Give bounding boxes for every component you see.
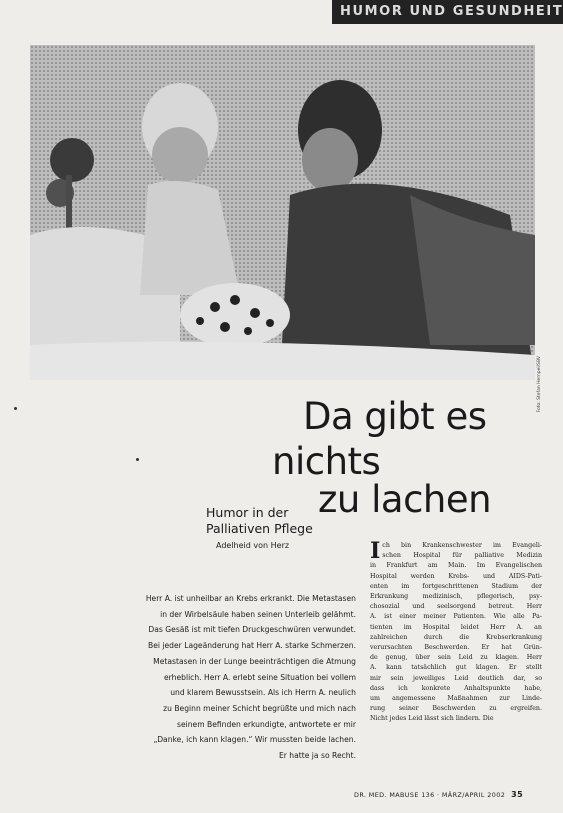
body-line: tienten im Hospital leidet Herr A. an: [370, 623, 542, 631]
lead-line: Herr A. ist unheilbar an Krebs erkrankt. Die Metastasen: [145, 594, 356, 603]
photo-credit: Foto: Stefan Hempel/SBV: [537, 356, 542, 413]
body-line: de genug, über sein Leid zu klagen. Herr: [370, 654, 542, 662]
body-line: Erkrankung medizinisch, pflegerisch, psy-: [370, 593, 542, 601]
body-line: mir sein jeweiliges Leid deutlich dar, so: [370, 674, 542, 682]
body-line: dass ich konkrete Anhaltspunkte habe,: [370, 684, 542, 692]
headline-line-1: Da gibt es: [303, 395, 487, 438]
body-line: rung seiner Beschwerden zu ergreifen.: [370, 705, 542, 713]
body-column: [370, 538, 542, 725]
page-number: 35: [511, 790, 524, 799]
lead-line: in der Wirbelsäule haben seinen Unterleib gelähmt.: [160, 609, 356, 619]
registration-mark: [14, 407, 17, 410]
lead-line: erheblich. Herr A. erlebt seine Situation bei vollem: [164, 672, 356, 682]
article-photo: [30, 45, 535, 380]
body-line: in Frankfurt am Main. Im Evangelischen: [370, 562, 542, 570]
footer-publication: DR. MED. MABUSE 136 · MÄRZ/APRIL 2002: [354, 791, 506, 799]
lead-line: Metastasen in der Lunge beeinträchtigen die Atmung: [153, 656, 356, 666]
subtitle: [206, 505, 313, 537]
lead-line: Er hatte ja so Recht.: [278, 751, 356, 761]
subtitle-line-2: Palliativen Pflege: [206, 521, 313, 536]
photo-illustration: [30, 45, 535, 380]
lead-line: zu Beginn meiner Schicht begrüßte und mich nach: [163, 703, 356, 713]
registration-mark: [136, 458, 139, 461]
body-line: enten im fortgeschrittenen Stadium der: [370, 582, 542, 590]
body-line: A. kann tatsächlich gut klagen. Er stellt: [370, 664, 542, 672]
lead-line: „Danke, ich kann klagen.“ Wir mussten beide lachen.: [153, 735, 356, 745]
headline-line-3: zu lachen: [318, 478, 492, 521]
drop-cap: I: [370, 538, 381, 564]
lead-line: und klarem Bewusstsein. Als ich Herrn A. neulich: [170, 688, 356, 698]
body-line: chosozial und seelsorgend betreut. Herr: [370, 603, 542, 611]
section-header: HUMOR UND GESUNDHEIT: [340, 4, 563, 19]
body-line: zahlreichen durch die Krebserkrankung: [370, 633, 542, 641]
lead-line: Bei jeder Lageänderung hat Herr A. starke Schmerzen.: [148, 641, 356, 651]
headline-line-2: nichts: [272, 440, 381, 483]
page-footer: [354, 790, 559, 799]
lead-line: Das Gesäß ist mit tiefen Druckgeschwüren verwundet.: [148, 625, 356, 635]
subtitle-line-1: Humor in der: [206, 505, 289, 520]
body-line: ch bin Krankenschwester im Evangeli-: [382, 542, 542, 549]
lead-line: seinem Befinden erkundigte, antwortete er mir: [176, 719, 356, 729]
author-name: Adelheid von Herz: [216, 541, 290, 550]
body-line: um angemessene Maßnahmen zur Linde-: [370, 695, 542, 703]
body-line: Nicht jedes Leid lässt sich lindern. Die: [370, 715, 494, 723]
body-line: verursachten Beschwerden. Er hat Grün-: [370, 644, 542, 652]
body-line: schen Hospital für palliative Medizin: [382, 552, 542, 560]
lead-paragraph: [100, 591, 356, 764]
body-line: A. ist einer meiner Patienten. Wie alle Pa-: [370, 613, 542, 621]
body-line: Hospital werden Krebs- und AIDS-Pati-: [370, 572, 542, 580]
